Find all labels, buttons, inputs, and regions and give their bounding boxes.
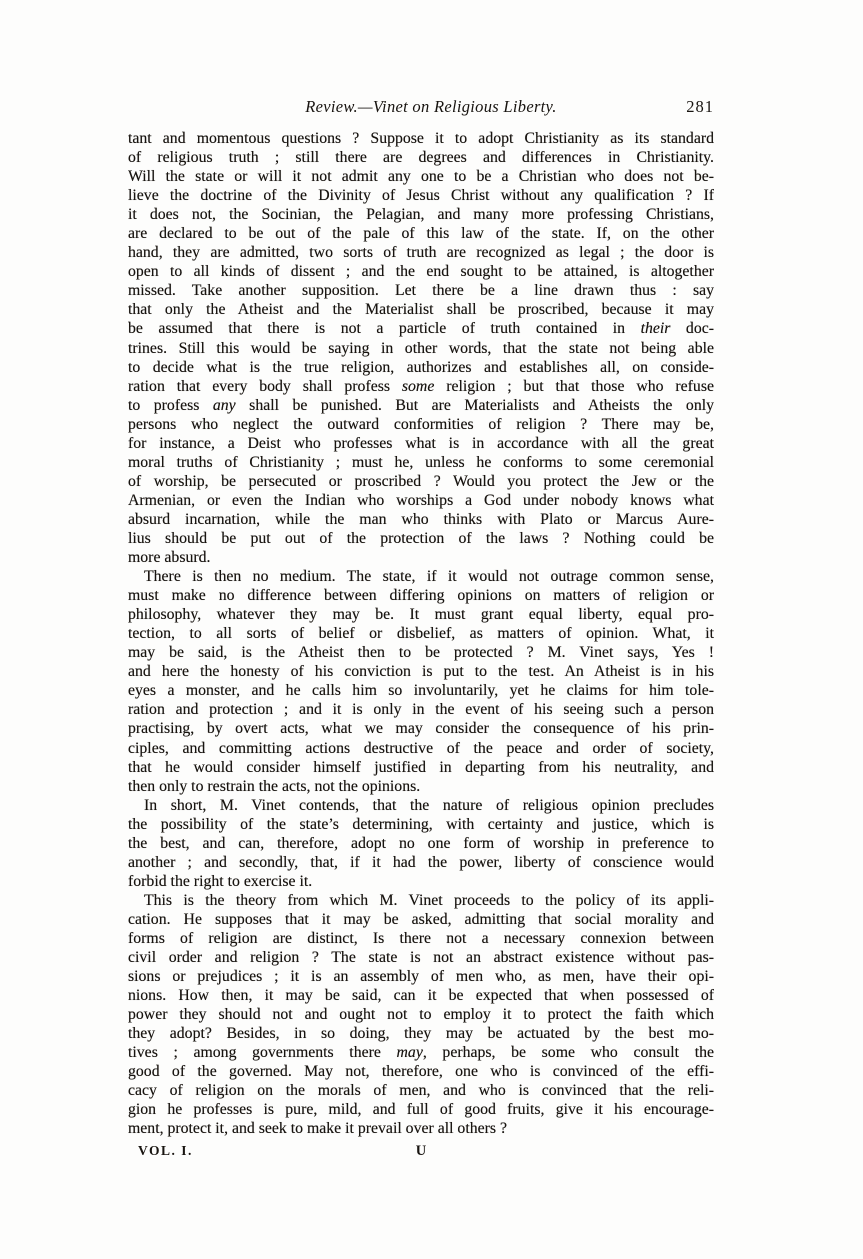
text-line: eyes a monster, and he calls him so involuntarily, yet he claims for him tole- [128, 682, 714, 700]
text-line: ration and protection ; and it is only in the event of his seeing such a person [128, 701, 714, 719]
text-line: hand, they are admitted, two sorts of truth are recognized as legal ; the door is [128, 244, 714, 262]
text-line: cation. He supposes that it may be asked, admitting that social morality and [128, 910, 714, 928]
text-line: tant and momentous questions ? Suppose it to adopt Christianity as its standard [128, 130, 714, 147]
text-line: There is then no medium. The state, if it would not outrage common sense, [144, 568, 714, 586]
text-line: power they should not and ought not to employ it to protect the faith which [128, 1006, 714, 1024]
text-line: must make no difference between differing opinions on matters of religion or [128, 587, 714, 605]
body-text [128, 129, 714, 1138]
text-line: forbid the right to exercise it. [128, 872, 313, 890]
text-line: civil order and religion ? The state is not an abstract existence without pas- [128, 949, 714, 967]
text-line: of worship, be persecuted or proscribed ? Would you protect the Jew or the [128, 472, 714, 490]
text-line: they adopt? Besides, in so doing, they may be actuated by the best mo- [128, 1025, 714, 1043]
page-number: 281 [686, 97, 714, 116]
text-line: cacy of religion on the morals of men, and who is convinced that the reli- [128, 1082, 714, 1100]
text-line: the best, and can, therefore, adopt no one form of worship in preference to [128, 834, 714, 852]
text-line: more absurd. [128, 549, 211, 567]
text-line: lieve the doctrine of the Divinity of Jesus Christ without any qualification ? If [128, 187, 714, 205]
text-line: then only to restrain the acts, not the opinions. [128, 777, 421, 795]
text-line: gion he professes is pure, mild, and full of good fruits, give it his encourage- [128, 1101, 714, 1119]
text-line: open to all kinds of dissent ; and the end sought to be attained, is altogether [128, 263, 714, 281]
paragraph [128, 891, 714, 1139]
text-line: forms of religion are distinct, Is there not a necessary connexion between [128, 929, 714, 947]
volume-label: VOL. I. [138, 1143, 193, 1158]
text-line: another ; and secondly, that, if it had the power, liberty of conscience would [128, 853, 714, 871]
text-line: nions. How then, it may be said, can it be expected that when possessed of [128, 987, 714, 1005]
text-line: the possibility of the state’s determining, with certainty and justice, which is [128, 815, 714, 833]
text-line: sions or prejudices ; it is an assembly of men who, as men, have their opi- [128, 968, 714, 986]
text-line: philosophy, whatever they may be. It must grant equal liberty, equal pro- [128, 606, 714, 624]
text-line: lius should be put out of the protection of the laws ? Nothing could be [128, 529, 714, 547]
text-line: tection, to all sorts of belief or disbelief, as matters of opinion. What, it [128, 625, 714, 643]
page-header [128, 97, 714, 117]
text-line: persons who neglect the outward conformities of religion ? There may be, [128, 415, 714, 433]
text-line: that only the Atheist and the Materialist shall be proscribed, because it may [128, 301, 714, 319]
text-line: Armenian, or even the Indian who worships a God under nobody knows what [128, 491, 714, 509]
text-line: be assumed that there is not a particle of truth contained in their doc- [128, 320, 714, 338]
paragraph [128, 129, 714, 567]
running-title: Review.—Vinet on Religious Liberty. [305, 97, 557, 116]
text-line: practising, by overt acts, what we may consider the consequence of his prin- [128, 720, 714, 738]
text-line: may be said, is the Atheist then to be protected ? M. Vinet says, Yes ! [128, 644, 714, 662]
text-line: good of the governed. May not, therefore, one who is convinced of the effi- [128, 1063, 714, 1081]
text-line: ration that every body shall profess some religion ; but that those who refuse [128, 377, 714, 395]
text-line: that he would consider himself justified in departing from his neutrality, and [128, 758, 714, 776]
paragraph [128, 567, 714, 796]
text-line: This is the theory from which M. Vinet proceeds to the policy of its appli- [144, 891, 714, 909]
text-line: to decide what is the true religion, authorizes and establishes all, on conside- [128, 358, 714, 376]
page-footer [128, 1143, 714, 1163]
text-line: trines. Still this would be saying in other words, that the state not being able [128, 339, 714, 357]
text-line: it does not, the Socinian, the Pelagian, and many more professing Christians, [128, 206, 714, 224]
text-line: ment, protect it, and seek to make it prevail over all others ? [128, 1120, 507, 1138]
text-line: tives ; among governments there may, perhaps, be some who consult the [128, 1044, 714, 1062]
text-line: for instance, a Deist who professes what is in accordance with all the great [128, 434, 714, 452]
text-line: ciples, and committing actions destructive of the peace and order of society, [128, 739, 714, 757]
text-line: absurd incarnation, while the man who thinks with Plato or Marcus Aure- [128, 510, 714, 528]
text-line: are declared to be out of the pale of this law of the state. If, on the other [128, 225, 714, 243]
text-line: moral truths of Christianity ; must he, unless he conforms to some ceremonial [128, 453, 714, 471]
text-line: Will the state or will it not admit any one to be a Christian who does not be- [128, 168, 714, 186]
text-line: missed. Take another supposition. Let there be a line drawn thus : say [128, 282, 714, 300]
signature-mark: U [415, 1143, 427, 1159]
paragraph [128, 796, 714, 891]
text-line: to profess any shall be punished. But are Materialists and Atheists the only [128, 396, 714, 414]
text-line: of religious truth ; still there are degrees and differences in Christianity. [128, 149, 714, 167]
text-line: and here the honesty of his conviction is put to the test. An Atheist is in his [128, 663, 714, 681]
text-line: In short, M. Vinet contends, that the nature of religious opinion precludes [144, 796, 714, 814]
